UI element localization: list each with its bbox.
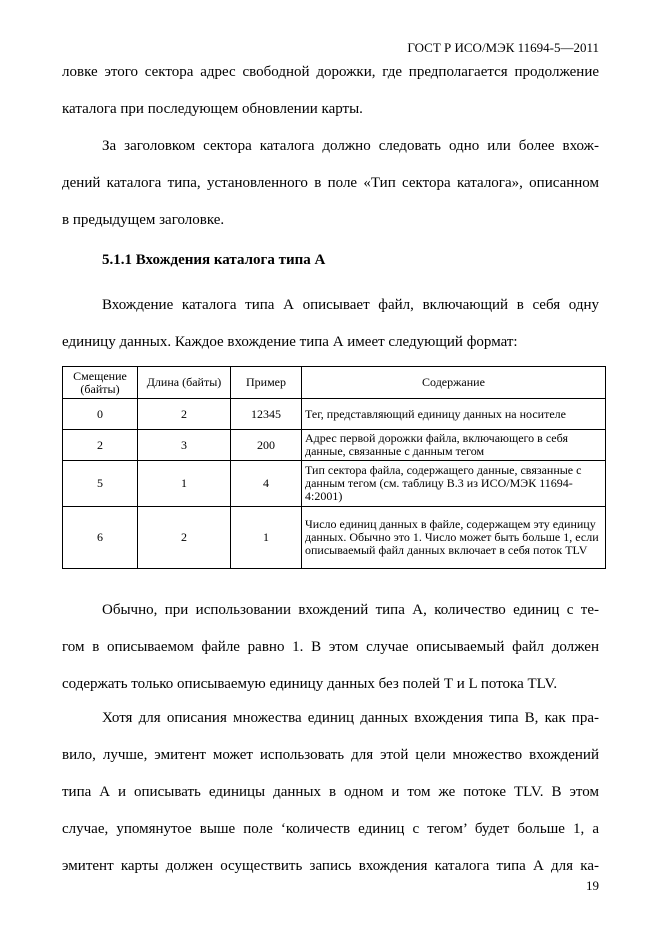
text-line: типа А и описывать единицы данных в одном и том же потоке TLV. В этом: [62, 784, 599, 800]
table-row: [63, 399, 606, 430]
paragraph-4: [62, 592, 599, 703]
header-content: Содержание: [302, 367, 606, 399]
text-line: содержать только описываемую единицу данных без полей Т и L потока TLV.: [62, 676, 558, 692]
cell-offset: 0: [63, 399, 138, 430]
paragraph-5: [62, 700, 599, 885]
text-line: в предыдущем заголовке.: [62, 212, 225, 228]
text-line: единицу данных. Каждое вхождение типа А имеет следующий формат:: [62, 334, 518, 350]
text-line: каталога при последующем обновлении карты.: [62, 101, 363, 117]
entry-format-table: [62, 366, 606, 569]
page-number: 19: [586, 878, 599, 893]
table-row: [63, 507, 606, 569]
document-header: ГОСТ Р ИСО/МЭК 11694-5—2011: [407, 40, 599, 55]
section-heading: 5.1.1 Вхождения каталога типа А: [102, 252, 326, 268]
cell-length: 2: [138, 507, 231, 569]
text-line: случае, упомянутое выше поле ‘количеств единиц с тегом’ будет больше 1, а: [62, 821, 599, 837]
table-row: [63, 461, 606, 507]
paragraph-2: [62, 128, 599, 239]
cell-example: 1: [231, 507, 302, 569]
text-line: дений каталога типа, установленного в поле «Тип сектора каталога», описанном: [62, 175, 599, 191]
text-line: За заголовком сектора каталога должно следовать одно или более вхож-: [102, 138, 599, 154]
cell-length: 3: [138, 430, 231, 461]
cell-example: 200: [231, 430, 302, 461]
cell-offset: 6: [63, 507, 138, 569]
cell-content: Тип сектора файла, содержащего данные, связанные с данным тегом (см. таблицу В.3 из ИСО/МЭК 11694-4:2001): [302, 461, 606, 507]
cell-length: 1: [138, 461, 231, 507]
table-header-row: [63, 367, 606, 399]
table-row: [63, 430, 606, 461]
cell-content: Тег, представляющий единицу данных на носителе: [302, 399, 606, 430]
cell-content: Адрес первой дорожки файла, включающего в себя данные, связанные с данным тегом: [302, 430, 606, 461]
text-line: Обычно, при использовании вхождений типа А, количество единиц с те-: [102, 602, 599, 618]
cell-offset: 5: [63, 461, 138, 507]
text-line: Хотя для описания множества единиц данных вхождения типа В, как пра-: [102, 710, 599, 726]
text-line: эмитент карты должен осуществить запись вхождения каталога типа А для ка-: [62, 858, 599, 874]
header-offset: Смещение (байты): [63, 367, 138, 399]
cell-offset: 2: [63, 430, 138, 461]
text-line: вило, лучше, эмитент может использовать для этой цели множество вхождений: [62, 747, 599, 763]
text-line: ловке этого сектора адрес свободной дорожки, где предполагается продолжение: [62, 64, 599, 80]
paragraph-1: [62, 54, 599, 128]
cell-example: 4: [231, 461, 302, 507]
header-example: Пример: [231, 367, 302, 399]
text-line: Вхождение каталога типа А описывает файл, включающий в себя одну: [102, 297, 599, 313]
cell-example: 12345: [231, 399, 302, 430]
text-line: гом в описываемом файле равно 1. В этом случае описываемый файл должен: [62, 639, 599, 655]
paragraph-3: [62, 287, 599, 361]
cell-length: 2: [138, 399, 231, 430]
header-length: Длина (байты): [138, 367, 231, 399]
cell-content: Число единиц данных в файле, содержащем эту единицу данных. Обычно это 1. Число может быть больше 1, если описываемый файл данных включает в себя поток TLV: [302, 507, 606, 569]
